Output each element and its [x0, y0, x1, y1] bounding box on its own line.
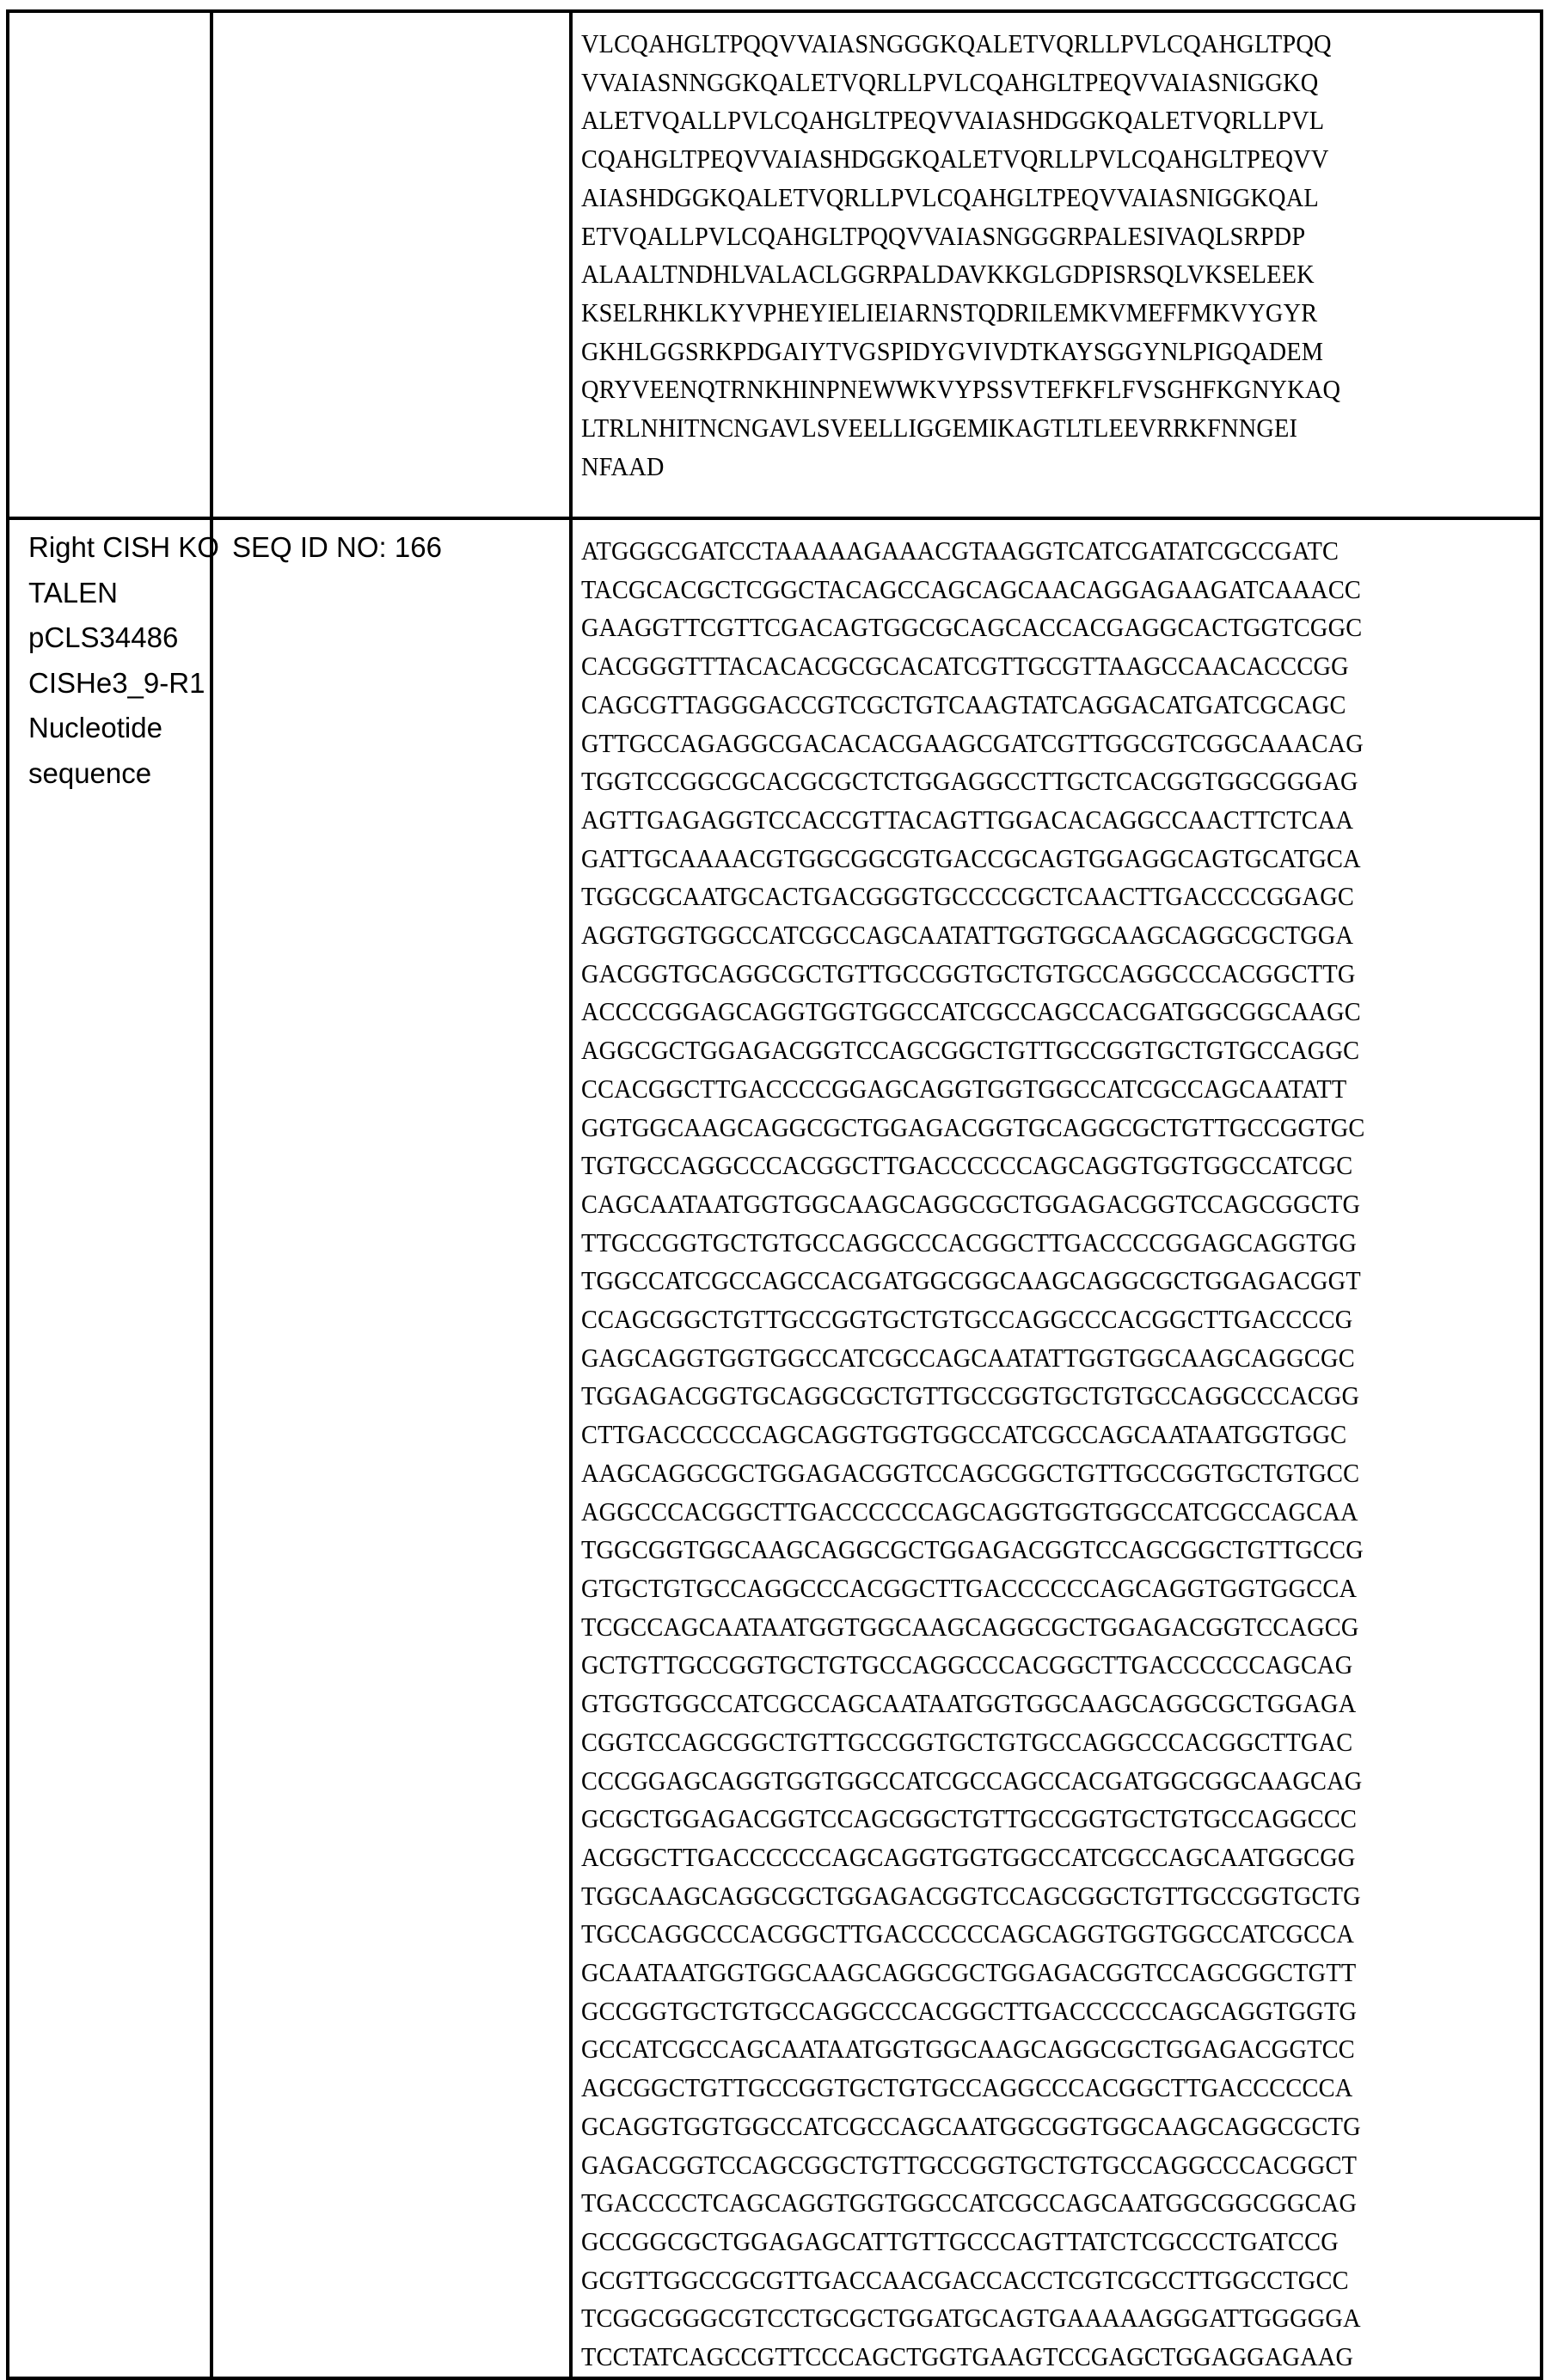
sequence-line: ATGGGCGATCCTAAAAAGAAACGTAAGGTCATCGATATCGCCGATC	[581, 536, 1340, 566]
sequence-line: TGCCAGGCCCACGGCTTGACCCCCCAGCAGGTGGTGGCCATCGCCA	[581, 1919, 1355, 1949]
sequence-line: CQAHGLTPEQVVAIASHDGGKQALETVQRLLPVLCQAHGLTPEQVV	[581, 144, 1329, 174]
table-row	[8, 518, 1542, 2378]
sequence-line: QRYVEENQTRNKHINPNEWWKVYPSSVTEFKFLFVSGHFKGNYKAQ	[581, 375, 1341, 405]
sequence-name-line: pCLS34486	[28, 621, 179, 653]
sequence-line: AGTTGAGAGGTCCACCGTTACAGTTGGACACAGGCCAACTTCTCAA	[581, 805, 1354, 835]
sequence-line: TGTGCCAGGCCCACGGCTTGACCCCCCAGCAGGTGGTGGCCATCGC	[581, 1151, 1353, 1181]
sequence-line: CGGTCCAGCGGCTGTTGCCGGTGCTGTGCCAGGCCCACGGCTTGAC	[581, 1727, 1353, 1757]
sequence-line: GCCGGCGCTGGAGAGCATTGTTGCCCAGTTATCTCGCCCTGATCCG	[581, 2226, 1339, 2256]
sequence-line: CCAGCGGCTGTTGCCGGTGCTGTGCCAGGCCCACGGCTTGACCCCG	[581, 1305, 1353, 1335]
sequence-line: GAGCAGGTGGTGGCCATCGCCAGCAATATTGGTGGCAAGCAGGCGC	[581, 1343, 1355, 1373]
sequence-line: GCGCTGGAGACGGTCCAGCGGCTGTTGCCGGTGCTGTGCCAGGCCC	[581, 1804, 1358, 1834]
sequence-line: NFAAD	[581, 451, 665, 481]
sequence-line: GCCGGTGCTGTGCCAGGCCCACGGCTTGACCCCCCAGCAGGTGGTG	[581, 1996, 1358, 2026]
seq-id-cell	[212, 518, 571, 2378]
sequence-line: CACGGGTTTACACACGCGCACATCGTTGCGTTAAGCCAACACCCGG	[581, 652, 1349, 682]
sequence-line: TGACCCCTCAGCAGGTGGTGGCCATCGCCAGCAATGGCGGCGGCAG	[581, 2188, 1358, 2218]
sequence-name-cell	[8, 518, 219, 2378]
sequence-name-line: sequence	[28, 756, 152, 789]
sequence-line: CTTGACCCCCCAGCAGGTGGTGGCCATCGCCAGCAATAATGGTGGC	[581, 1420, 1347, 1450]
sequence-line: AIASHDGGKQALETVQRLLPVLCQAHGLTPEQVVAIASNIGGKQAL	[581, 182, 1319, 212]
sequence-name-line: CISHe3_9-R1	[28, 666, 205, 699]
sequence-line: GTTGCCAGAGGCGACACACGAAGCGATCGTTGGCGTCGGCAAACAG	[581, 728, 1364, 758]
sequence-table	[6, 9, 1543, 2380]
sequence-line: CAGCAATAATGGTGGCAAGCAGGCGCTGGAGACGGTCCAGCGGCTG	[581, 1189, 1361, 1219]
sequence-line: GCAATAATGGTGGCAAGCAGGCGCTGGAGACGGTCCAGCGGCTGTT	[581, 1958, 1357, 1988]
sequence-line: GTGCTGTGCCAGGCCCACGGCTTGACCCCCCAGCAGGTGGTGGCCA	[581, 1573, 1358, 1603]
sequence-line: TCGCCAGCAATAATGGTGGCAAGCAGGCGCTGGAGACGGTCCAGCG	[581, 1612, 1359, 1642]
sequence-line: VVAIASNNGGKQALETVQRLLPVLCQAHGLTPEQVVAIASNIGGKQ	[581, 67, 1319, 97]
sequence-line: AAGCAGGCGCTGGAGACGGTCCAGCGGCTGTTGCCGGTGCTGTGCC	[581, 1458, 1360, 1488]
sequence-line: ACCCCGGAGCAGGTGGTGGCCATCGCCAGCCACGATGGCGGCAAGC	[581, 997, 1361, 1027]
sequence-line: TGGAGACGGTGCAGGCGCTGTTGCCGGTGCTGTGCCAGGCCCACGG	[581, 1381, 1360, 1411]
seq-id-cell	[212, 11, 571, 518]
sequence-line: GAGACGGTCCAGCGGCTGTTGCCGGTGCTGTGCCAGGCCCACGGCT	[581, 2150, 1358, 2180]
sequence-line: ACGGCTTGACCCCCCAGCAGGTGGTGGCCATCGCCAGCAATGGCGG	[581, 1842, 1356, 1872]
sequence-line: TCCTATCAGCCGTTCCCAGCTGGTGAAGTCCGAGCTGGAGGAGAAG	[581, 2342, 1354, 2372]
sequence-line: AGCGGCTGTTGCCGGTGCTGTGCCAGGCCCACGGCTTGACCCCCCA	[581, 2073, 1353, 2103]
sequence-line: CAGCGTTAGGGACCGTCGCTGTCAAGTATCAGGACATGATCGCAGC	[581, 689, 1346, 719]
sequence-line: TGGCGCAATGCACTGACGGGTGCCCCGCTCAACTTGACCCCGGAGC	[581, 882, 1354, 912]
sequence-line: ETVQALLPVLCQAHGLTPQQVVAIASNGGGRPALESIVAQLSRPDP	[581, 221, 1306, 251]
sequence-line: AGGCCCACGGCTTGACCCCCCAGCAGGTGGTGGCCATCGCCAGCAA	[581, 1496, 1358, 1527]
sequence-line: GTGGTGGCCATCGCCAGCAATAATGGTGGCAAGCAGGCGCTGGAGA	[581, 1689, 1357, 1719]
sequence-line: GACGGTGCAGGCGCTGTTGCCGGTGCTGTGCCAGGCCCACGGCTTG	[581, 958, 1356, 988]
sequence-line: TGGCAAGCAGGCGCTGGAGACGGTCCAGCGGCTGTTGCCGGTGCTG	[581, 1881, 1361, 1911]
sequence-line: GCTGTTGCCGGTGCTGTGCCAGGCCCACGGCTTGACCCCCCAGCAG	[581, 1650, 1353, 1680]
sequence-line: GCGTTGGCCGCGTTGACCAACGACCACCTCGTCGCCTTGGCCTGCC	[581, 2265, 1349, 2295]
sequence-line: VLCQAHGLTPQQVVAIASNGGGKQALETVQRLLPVLCQAHGLTPQQ	[581, 29, 1332, 58]
sequence-name-line: TALEN	[28, 576, 118, 609]
sequence-cell	[571, 518, 1542, 2378]
sequence-name-line: Nucleotide	[28, 712, 162, 743]
sequence-line: TCGGCGGGCGTCCTGCGCTGGATGCAGTGAAAAAGGGATTGGGGGA	[581, 2304, 1361, 2334]
sequence-line: AGGCGCTGGAGACGGTCCAGCGGCTGTTGCCGGTGCTGTGCCAGGC	[581, 1036, 1360, 1066]
sequence-line: TGGTCCGGCGCACGCGCTCTGGAGGCCTTGCTCACGGTGGCGGGAG	[581, 767, 1358, 797]
sequence-line: GATTGCAAAACGTGGCGGCGTGACCGCAGTGGAGGCAGTGCATGCA	[581, 843, 1361, 873]
sequence-line: AGGTGGTGGCCATCGCCAGCAATATTGGTGGCAAGCAGGCGCTGGA	[581, 921, 1354, 951]
sequence-line: CCACGGCTTGACCCCGGAGCAGGTGGTGGCCATCGCCAGCAATATT	[581, 1074, 1347, 1104]
sequence-line: GCCATCGCCAGCAATAATGGTGGCAAGCAGGCGCTGGAGACGGTCC	[581, 2034, 1355, 2065]
sequence-line: TTGCCGGTGCTGTGCCAGGCCCACGGCTTGACCCCGGAGCAGGTGG	[581, 1227, 1358, 1257]
sequence-line: TGGCGGTGGCAAGCAGGCGCTGGAGACGGTCCAGCGGCTGTTGCCG	[581, 1535, 1364, 1565]
table-row	[8, 11, 1542, 518]
sequence-line: LTRLNHITNCNGAVLSVEELLIGGEMIKAGTLTLEEVRRKFNNGEI	[581, 413, 1298, 444]
sequence-cell	[571, 11, 1542, 518]
sequence-line: GCAGGTGGTGGCCATCGCCAGCAATGGCGGTGGCAAGCAGGCGCTG	[581, 2111, 1361, 2141]
sequence-line: GGTGGCAAGCAGGCGCTGGAGACGGTGCAGGCGCTGTTGCCGGTGC	[581, 1112, 1365, 1142]
sequence-line: ALETVQALLPVLCQAHGLTPEQVVAIASHDGGKQALETVQRLLPVL	[581, 106, 1325, 136]
sequence-line: KSELRHKLKYVPHEYIELIEIARNSTQDRILEMKVMEFFMKVYGYR	[581, 297, 1318, 327]
sequence-line: TACGCACGCTCGGCTACAGCCAGCAGCAACAGGAGAAGATCAAACC	[581, 574, 1362, 604]
sequence-line: GKHLGGSRKPDGAIYTVGSPIDYGVIVDTKAYSGGYNLPIGQADEM	[581, 336, 1324, 366]
seq-id-label: SEQ ID NO: 166	[232, 531, 442, 563]
sequence-line: CCCGGAGCAGGTGGTGGCCATCGCCAGCCACGATGGCGGCAAGCAG	[581, 1765, 1363, 1796]
sequence-line: TGGCCATCGCCAGCCACGATGGCGGCAAGCAGGCGCTGGAGACGGT	[581, 1266, 1361, 1296]
sequence-name-line: Right CISH KO	[28, 531, 219, 563]
sequence-line: ALAALTNDHLVALACLGGRPALDAVKKGLGDPISRSQLVKSELEEK	[581, 260, 1315, 290]
sequence-line: GAAGGTTCGTTCGACAGTGGCGCAGCACCACGAGGCACTGGTCGGC	[581, 613, 1363, 643]
sequence-name-cell	[8, 11, 212, 518]
